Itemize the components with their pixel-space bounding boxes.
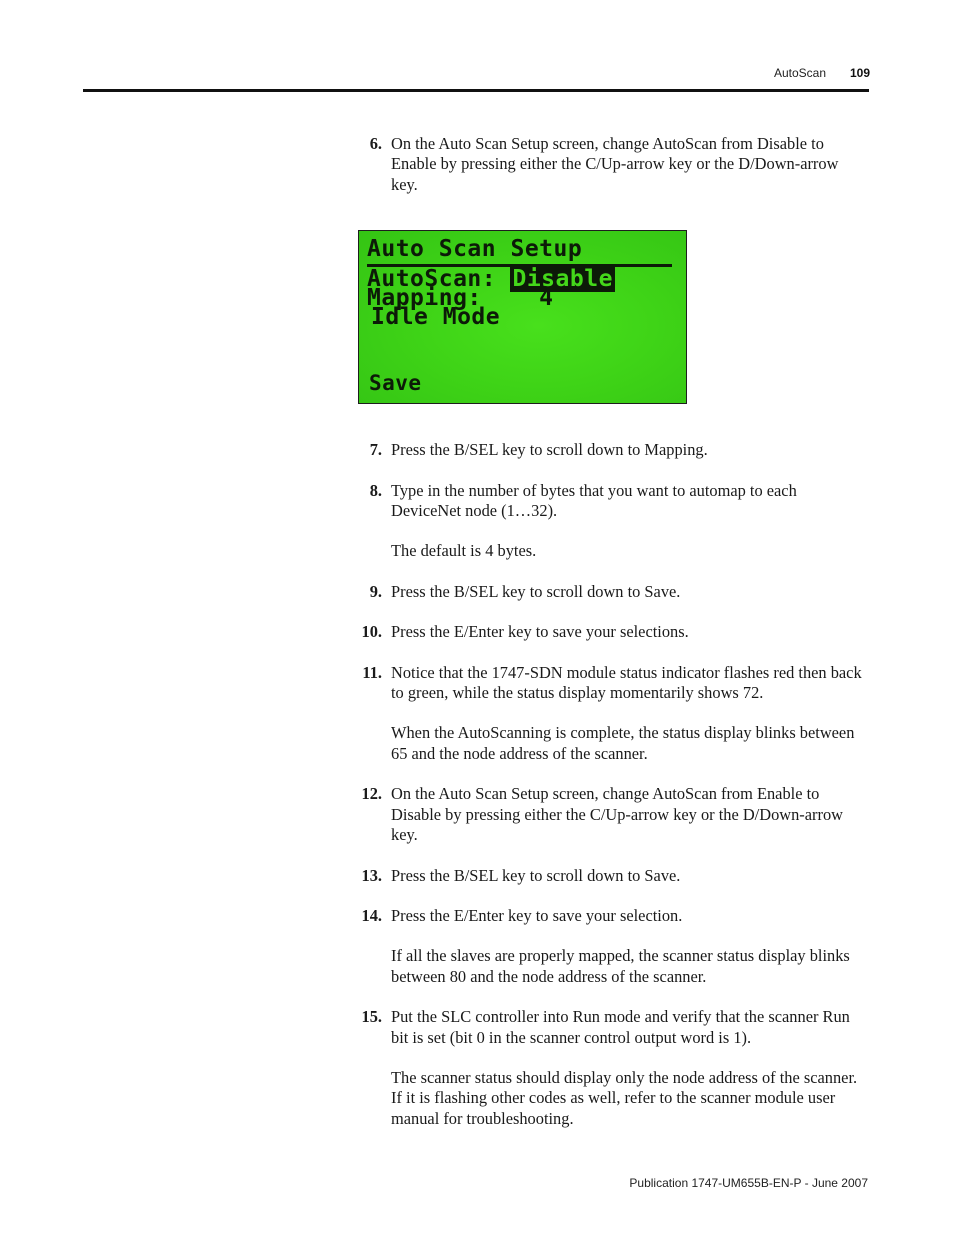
step-text: Press the B/SEL key to scroll down to Mapping. [391, 440, 708, 460]
lcd-autoscan-label: AutoScan: [367, 266, 497, 293]
step-number: 7. [369, 440, 382, 460]
step-text: On the Auto Scan Setup screen, change AutoScan from Enable to Disable by pressing either the C/Up-arrow key or the D/Down-arrow key. [391, 784, 843, 845]
step-text: Press the E/Enter key to save your selections. [391, 622, 689, 642]
lcd-row-save: Save [369, 371, 422, 396]
step-text: Type in the number of bytes that you want to automap to each DeviceNet node (1…32). [391, 480, 797, 521]
lcd-mapping-value: 4 [539, 285, 554, 312]
step-item [361, 1007, 869, 1048]
lcd-autoscan-value: Disable [512, 266, 613, 293]
step-text: Press the B/SEL key to scroll down to Save. [391, 865, 681, 885]
lcd-screenshot [358, 230, 687, 404]
step-item [369, 440, 869, 460]
step-note: If all the slaves are properly mapped, the scanner status display blinks between 80 and the node address of the scanner. [391, 946, 850, 986]
step-number: 14. [361, 905, 382, 925]
step-number: 15. [361, 1007, 382, 1027]
step-number: 8. [369, 480, 382, 500]
step-item [369, 480, 869, 522]
step-item [361, 905, 869, 926]
step-item [362, 662, 869, 704]
step-number: 10. [361, 622, 382, 642]
step-text: Put the SLC controller into Run mode and verify that the scanner Run bit is set (bit 0 in the scanner control output word is 1). [391, 1007, 850, 1047]
step-number: 12. [361, 784, 382, 804]
step-note: When the AutoScanning is complete, the status display blinks between 65 and the node address of the scanner. [391, 723, 855, 763]
step-list [361, 134, 869, 1149]
step-number: 9. [369, 581, 382, 601]
step-number: 11. [362, 662, 382, 682]
step-text: On the Auto Scan Setup screen, change AutoScan from Disable to Enable by pressing either the C/Up-arrow key or the D/Down-arrow key. [391, 134, 839, 194]
step-item [369, 581, 869, 602]
lcd-title: Auto Scan Setup [367, 236, 583, 263]
lcd-mapping-label: Mapping: [367, 285, 482, 312]
header-page-number: 109 [850, 66, 871, 80]
step-number: 6. [369, 134, 382, 153]
step-item [361, 784, 869, 845]
header-section-title: AutoScan [773, 66, 826, 80]
step-note: The scanner status should display only the node address of the scanner. If it is flashing other codes as well, refer to the scanner module user manual for troubleshooting. [391, 1067, 858, 1128]
step-item [369, 134, 869, 195]
step-number: 13. [361, 865, 382, 885]
lcd-row-idle-mode: Idle Mode [371, 304, 501, 331]
publication-footer: Publication 1747-UM655B-EN-P - June 2007 [629, 1176, 868, 1190]
step-text: Press the E/Enter key to save your selection. [391, 905, 683, 925]
step-text: Press the B/SEL key to scroll down to Save. [391, 581, 681, 601]
step-item [361, 865, 869, 886]
step-note: The default is 4 bytes. [391, 541, 537, 561]
step-item [361, 622, 869, 642]
step-text: Notice that the 1747-SDN module status indicator flashes red then back to green, while the status display momentarily shows 72. [391, 662, 862, 703]
header-rule [83, 89, 869, 92]
